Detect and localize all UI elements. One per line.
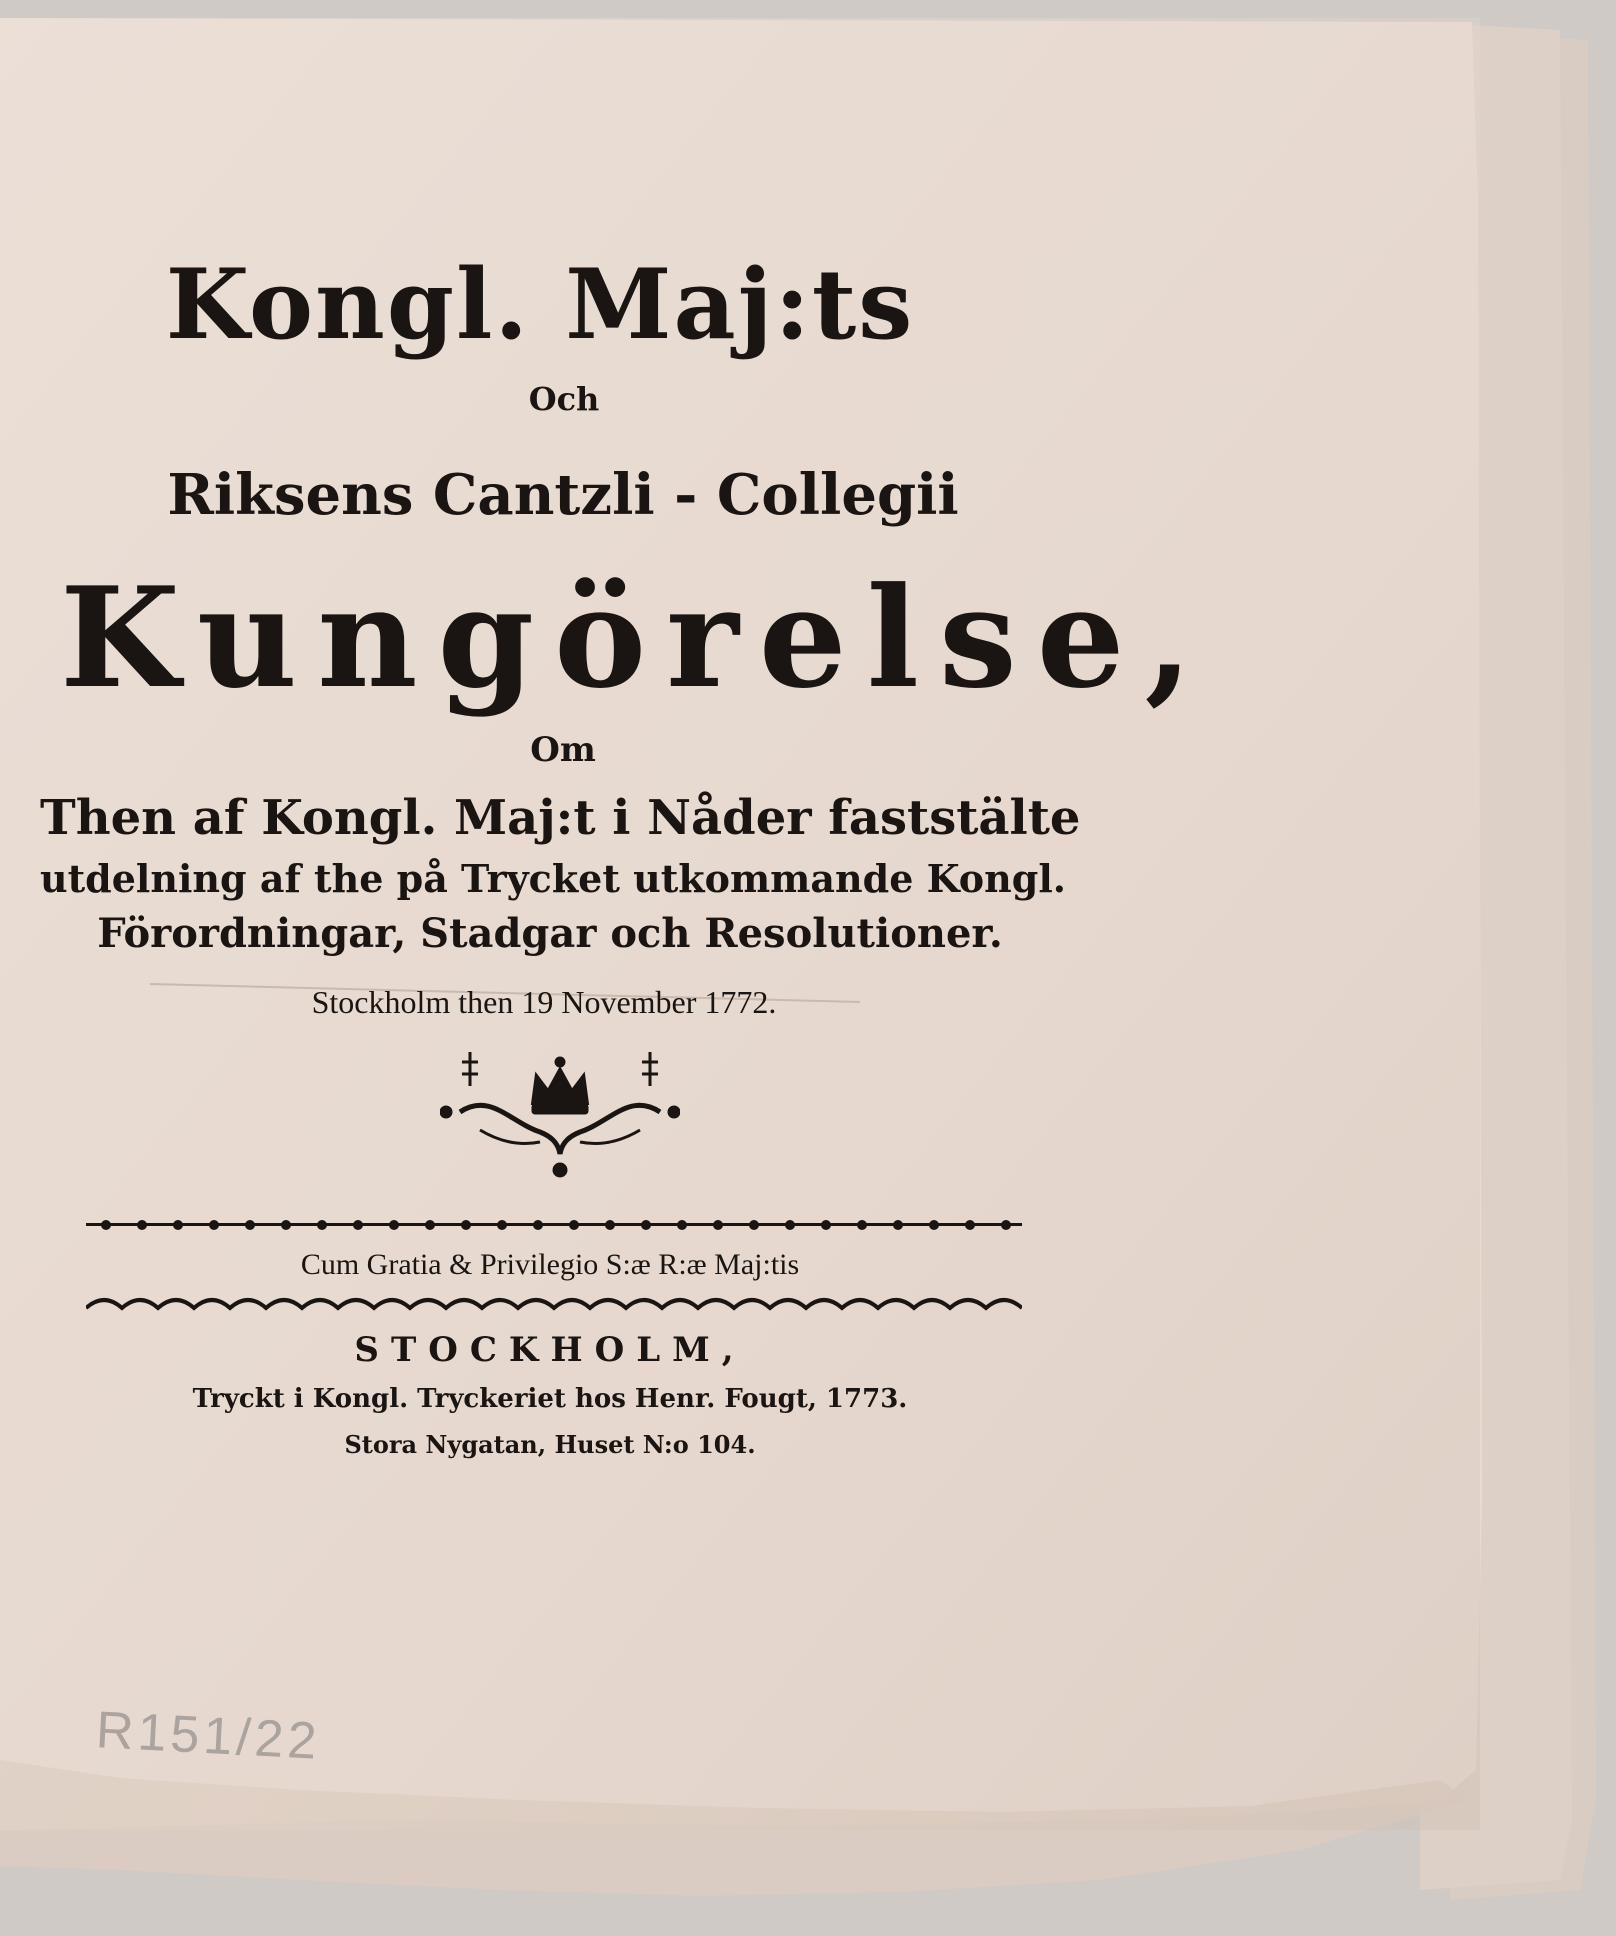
- title-line-kongl-majts: Kongl. Maj:ts: [165, 248, 915, 361]
- subject-line-1: Then af Kongl. Maj:t i Nåder faststälte: [40, 790, 1081, 846]
- imprint-city: STOCKHOLM,: [354, 1330, 746, 1370]
- imprint-printer-line: Tryckt i Kongl. Tryckeriet hos Henr. Fougt, 1773.: [192, 1384, 908, 1414]
- title-line-och: Och: [528, 380, 600, 418]
- dateline: Stockholm then 19 November 1772.: [311, 984, 777, 1020]
- imprint-address-line: Stora Nygatan, Huset N:o 104.: [344, 1430, 756, 1459]
- pencil-shelfmark: R151/22: [94, 1701, 322, 1771]
- title-line-riksens-cantzli: Riksens Cantzli - Collegii: [167, 462, 959, 528]
- subject-line-3: Förordningar, Stadgar och Resolutioner.: [97, 910, 1003, 957]
- subtitle-om: Om: [530, 730, 596, 770]
- main-title-kungorelse: Kungörelse,: [60, 556, 1213, 719]
- subject-line-2: utdelning af the på Trycket utkommande Kongl.: [40, 856, 1066, 901]
- fleuron-rule-ornament: [86, 1292, 1022, 1318]
- star-rule-ornament: [86, 1212, 1022, 1238]
- crown-vignette-ornament: [440, 1042, 680, 1182]
- privilege-line: Cum Gratia & Privilegio S:æ R:æ Maj:tis: [300, 1248, 800, 1281]
